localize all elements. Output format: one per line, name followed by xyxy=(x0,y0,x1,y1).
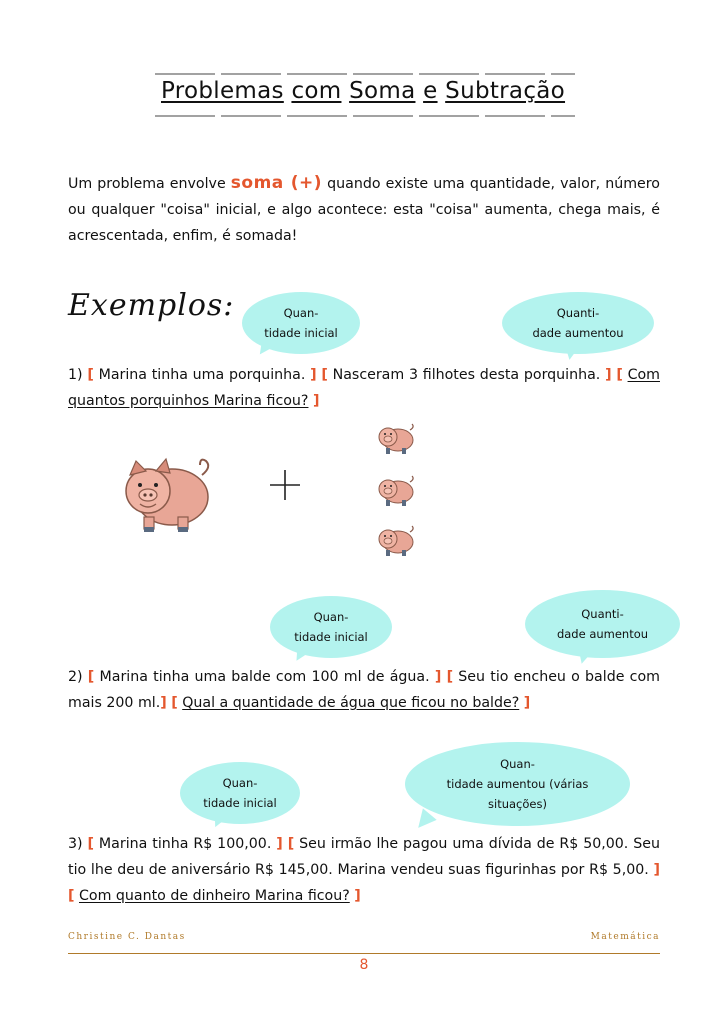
bubble-text: tidade inicial xyxy=(294,630,368,644)
problem-initial: Marina tinha uma balde com 100 ml de água. xyxy=(99,669,430,685)
problem-1 xyxy=(68,362,660,414)
bracket-open: [ xyxy=(87,669,95,685)
intro-highlight: soma (+) xyxy=(230,173,323,193)
bubble-text: Quan- xyxy=(500,757,535,771)
bubble-text: tidade aumentou (várias xyxy=(446,777,589,791)
bubble-text: Quan- xyxy=(222,776,258,790)
speech-bubble-increased-quantity xyxy=(502,292,654,354)
bracket-open: [ xyxy=(321,367,328,383)
bracket-close: ] xyxy=(354,888,361,904)
bracket-close: ] xyxy=(160,695,167,711)
piglet-icon xyxy=(376,524,416,558)
bracket-close: ] xyxy=(276,836,283,852)
page-title-block xyxy=(155,68,575,118)
footer-author: Christine C. Dantas xyxy=(68,932,186,942)
bubble-text: dade aumentou xyxy=(532,326,624,340)
title-word: Subtração xyxy=(445,78,566,104)
bubble-text: tidade inicial xyxy=(203,796,277,810)
problem-initial: Marina tinha R$ 100,00. xyxy=(98,836,272,852)
problem-question: Com quanto de dinheiro Marina ficou? xyxy=(79,888,350,904)
bracket-open: [ xyxy=(287,836,295,852)
piglet-icon xyxy=(376,422,416,456)
page-number: 8 xyxy=(359,957,369,973)
speech-bubble-increased-quantity xyxy=(525,590,680,658)
speech-bubble-initial-quantity xyxy=(180,762,300,824)
bracket-close: ] xyxy=(434,669,442,685)
examples-heading: Exemplos: xyxy=(68,288,235,323)
problem-change: Seu irmão lhe pagou uma dívida de R$ 50,00. Seu tio lhe deu de aniversário R$ 145,00. Marina vendeu suas figurinhas por R$ 5,00. xyxy=(68,836,660,878)
bracket-close: ] xyxy=(312,393,320,409)
bubble-text: tidade inicial xyxy=(264,326,338,340)
problem-change: Nasceram 3 filhotes desta porquinha. xyxy=(332,367,601,383)
footer-subject: Matemática xyxy=(590,932,660,942)
bubble-text: Quan- xyxy=(283,306,319,320)
bubble-text: Quanti- xyxy=(556,306,600,320)
pig-mother-icon xyxy=(120,455,215,535)
speech-bubble-increased-quantity xyxy=(405,742,630,826)
speech-bubble-initial-quantity xyxy=(270,596,392,658)
bracket-close: ] xyxy=(523,695,531,711)
title-word: Problemas xyxy=(161,78,284,104)
bracket-open: [ xyxy=(87,836,94,852)
bubble-text: situações) xyxy=(488,797,547,811)
title-word: Soma xyxy=(349,78,416,104)
problem-number: 2) xyxy=(68,669,83,685)
bracket-open: [ xyxy=(171,695,178,711)
problem-number: 3) xyxy=(68,836,83,852)
bracket-close: ] xyxy=(653,862,660,878)
bracket-close: ] xyxy=(605,367,612,383)
page-title xyxy=(161,78,565,104)
intro-paragraph xyxy=(68,170,660,249)
problem-2 xyxy=(68,664,660,716)
intro-text: Um problema envolve xyxy=(68,176,226,192)
plus-sign-icon xyxy=(268,468,302,502)
problem-change: Seu tio encheu o balde com mais 200 ml. xyxy=(68,669,660,711)
footer-divider xyxy=(68,953,660,954)
bracket-open: [ xyxy=(616,367,623,383)
problem-question: Com quantos porquinhos Marina ficou? xyxy=(68,367,660,409)
problem-number: 1) xyxy=(68,367,83,383)
piglet-icon xyxy=(376,474,416,508)
title-word: e xyxy=(423,78,438,104)
problem-3 xyxy=(68,831,660,909)
speech-bubble-initial-quantity xyxy=(242,292,360,354)
bubble-text: Quan- xyxy=(313,610,349,624)
bubble-text: Quanti- xyxy=(581,607,624,621)
problem-question: Qual a quantidade de água que ficou no balde? xyxy=(182,695,520,711)
title-word: com xyxy=(291,78,342,104)
bracket-close: ] xyxy=(310,367,317,383)
bracket-open: [ xyxy=(446,669,454,685)
bracket-open: [ xyxy=(68,888,75,904)
bubble-text: dade aumentou xyxy=(556,627,649,641)
problem-initial: Marina tinha uma porquinha. xyxy=(98,367,306,383)
bracket-open: [ xyxy=(87,367,94,383)
intro-text: quando existe uma quantidade, valor, número ou qualquer "coisa" inicial, e algo acontece: esta "coisa" aumenta, chega mais, é acrescentada, enfim, é somada! xyxy=(68,176,660,244)
